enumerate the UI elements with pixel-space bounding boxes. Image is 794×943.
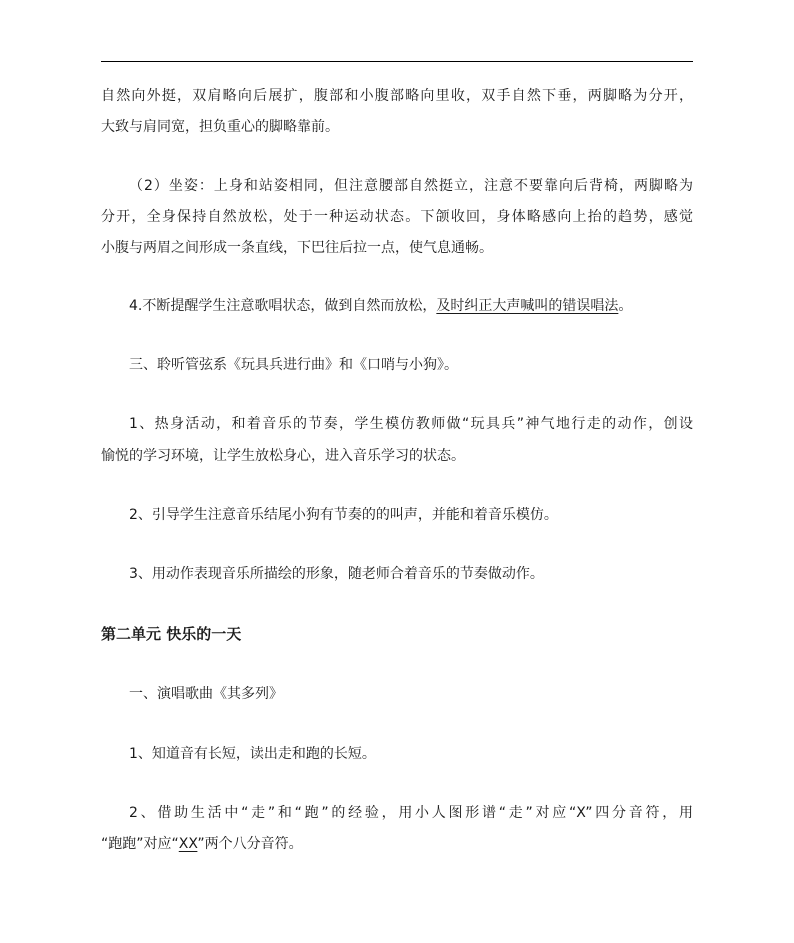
paragraph-line: 2、借助生活中“走”和“跑”的经验，用小人图形谱“走”对应“X”四分音符，用	[129, 805, 693, 821]
underlined-text: 及时纠正大声喊叫的错误唱法	[436, 298, 619, 314]
paragraph-line: 2、引导学生注意音乐结尾小狗有节奏的的叫声，并能和着音乐模仿。	[129, 507, 558, 523]
paragraph-line: 小腹与两眉之间形成一条直线，下巴往后拉一点，使气息通畅。	[101, 240, 493, 256]
text-segment: “跑跑”对应“	[101, 836, 179, 852]
paragraph-line: 1、知道音有长短，读出走和跑的长短。	[129, 746, 376, 762]
paragraph-line: 愉悦的学习环境，让学生放松身心，进入音乐学习的状态。	[101, 448, 465, 464]
unit-heading: 第二单元 快乐的一天	[101, 625, 242, 643]
text-segment: 。	[618, 298, 633, 314]
paragraph-line: 分开，全身保持自然放松，处于一种运动状态。下颌收回，身体略感向上抬的趋势，感觉	[101, 209, 693, 225]
header-rule	[101, 61, 693, 62]
paragraph-line: 大致与肩同宽，担负重心的脚略靠前。	[101, 119, 339, 135]
section-heading: 一、演唱歌曲《其多列》	[129, 686, 283, 702]
paragraph-line	[129, 296, 693, 316]
paragraph-line: （2）坐姿：上身和站姿相同，但注意腰部自然挺立，注意不要靠向后背椅，两脚略为	[129, 178, 693, 194]
paragraph-line: 自然向外挺，双肩略向后展扩，腹部和小腹部略向里收，双手自然下垂，两脚略为分开，	[101, 88, 693, 104]
text-segment: 4.不断提醒学生注意歌唱状态，做到自然而放松，	[129, 298, 437, 314]
paragraph-line: 3、用动作表现音乐所描绘的形象，随老师合着音乐的节奏做动作。	[129, 566, 544, 582]
section-heading: 三、聆听管弦系《玩具兵进行曲》和《口哨与小狗》。	[129, 357, 458, 373]
paragraph-line	[101, 834, 693, 854]
text-segment: ”两个八分音符。	[197, 836, 303, 852]
paragraph-line: 1、热身活动，和着音乐的节奏，学生模仿教师做“玩具兵”神气地行走的动作，创设	[129, 416, 693, 432]
underlined-text: XX	[178, 836, 198, 852]
